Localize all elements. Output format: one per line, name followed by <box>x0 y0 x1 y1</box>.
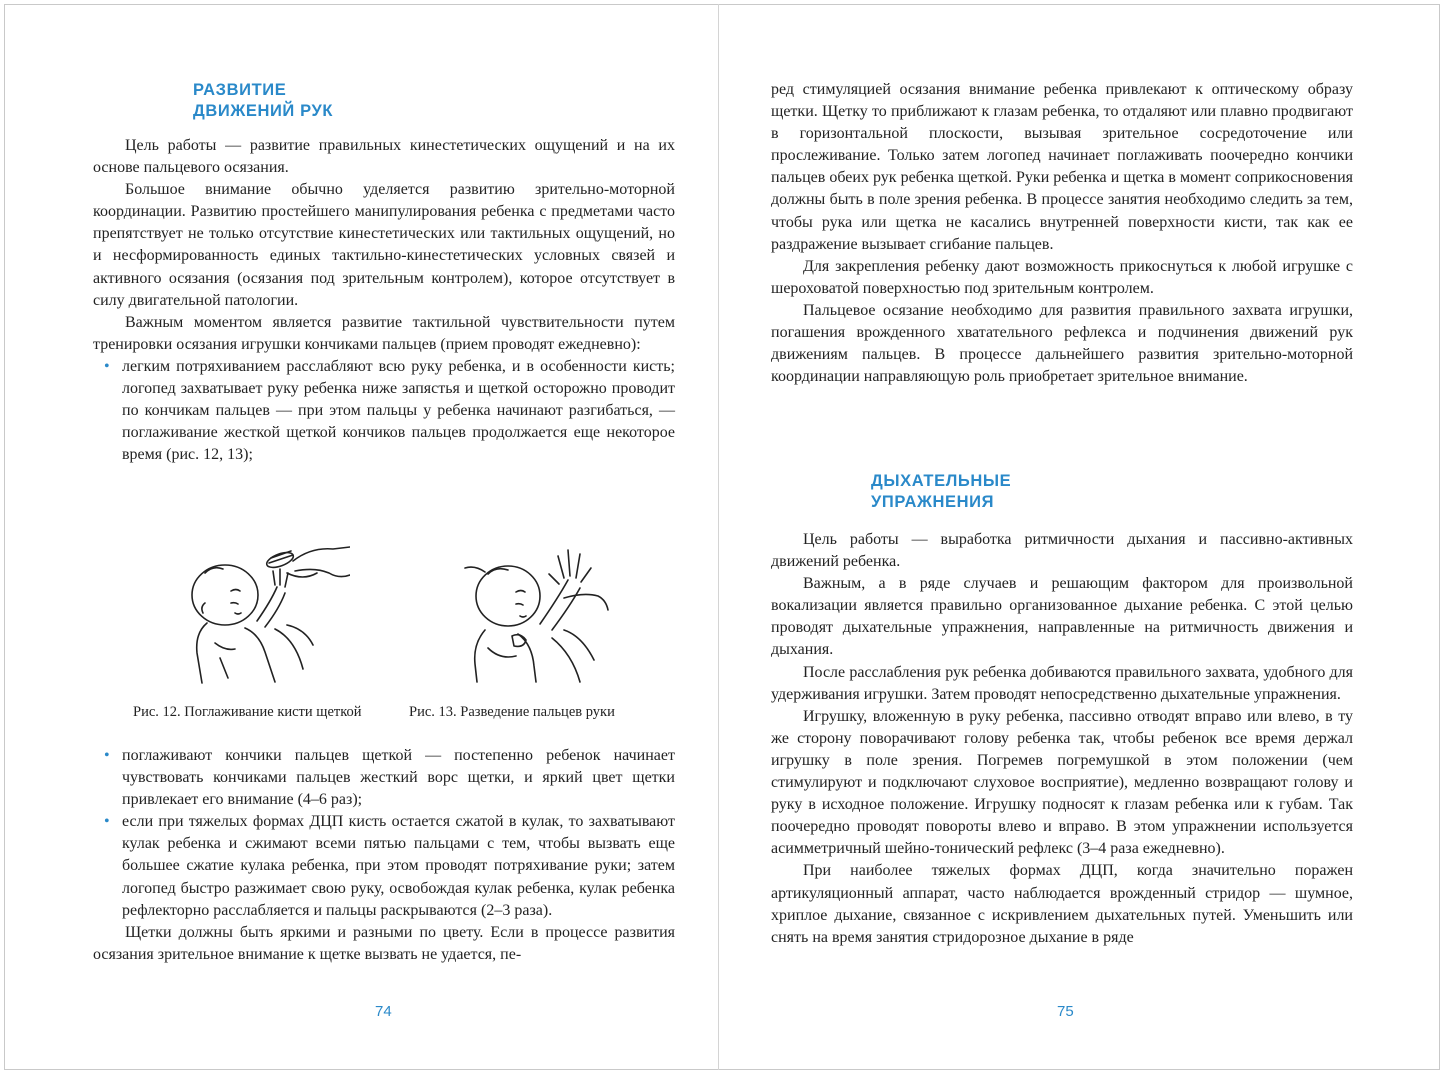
paragraph: Для закрепления ребенку дают возможность прикоснуться к любой игрушке с шероховатой поверхностью под зрительным контролем. <box>771 257 1353 297</box>
right-page <box>725 5 1441 1071</box>
paragraph-continuation: ред стимуляцией осязания внимание ребенка привлекают к оптическому образу щетки. Щетку то приближают к глазам ребенка, то отдаляют или плавно продвигают в горизонтальной плоскости, вызывая зрительное сосредоточение или прослеживание. Только затем логопед начинает поглаживать поочередно кончики пальцев обеих рук ребенка щеткой. Руки ребенка и щетка в момент соприкосновения должны быть в поле зрения ребенка. В процессе занятия необходимо следить за тем, чтобы рука или щетка не касались внутренней поверхности кисти, так как ее раздражение вызывает сгибание пальцев. <box>771 81 1353 253</box>
heading-line: ДЫХАТЕЛЬНЫЕ <box>871 472 1012 490</box>
right-text-bottom <box>771 529 1353 949</box>
paragraph: Цель работы — выработка ритмичности дыхания и пассивно-активных движений ребенка. <box>771 531 1353 571</box>
bullet-list <box>93 745 675 922</box>
right-text-top <box>771 79 1353 388</box>
paragraph: При наиболее тяжелых формах ДЦП, когда значительно поражен артикуляционный аппарат, часто наблюдается врожденный стридор — шумное, хриплое дыхание, связанное с искривлением дыхательных путей. Уменьшить или снять на время занятия стридорозное дыхание в ряде <box>771 862 1353 946</box>
heading-line: РАЗВИТИЕ <box>193 81 287 99</box>
bullet-list <box>93 356 675 466</box>
paragraph: Пальцевое осязание необходимо для развития правильного захвата игрушки, погашения врожденного хватательного рефлекса и подчинения движений рук движениям пальцев. В процессе дальнейшего развития зрительно-моторной координации направляющую роль приобретает зрительное внимание. <box>771 301 1353 386</box>
figure-caption-12: Рис. 12. Поглаживание кисти щеткой <box>133 704 362 720</box>
left-text-bottom <box>93 745 675 966</box>
page-number: 75 <box>1057 1003 1074 1020</box>
heading-line: ДВИЖЕНИЙ РУК <box>193 102 333 120</box>
page-gutter <box>718 4 719 1070</box>
book-spread <box>4 4 1440 1070</box>
paragraph: Цель работы — развитие правильных кинестетических ощущений и на их основе пальцевого осязания. <box>93 137 675 177</box>
paragraph: После расслабления рук ребенка добиваются правильного захвата, удобного для удерживания игрушки. Затем проводят непосредственно дыхательные упражнения. <box>771 663 1353 703</box>
bullet-item: • поглаживают кончики пальцев щеткой — постепенно ребенок начинает чувствовать кончиками пальцев жесткий ворс щетки, и яркий цвет щетки привлекает его внимание (4–6 раз); <box>93 745 675 811</box>
paragraph: Большое внимание обычно уделяется развитию зрительно-моторной координации. Развитию простейшего манипулирования ребенка с предметами часто препятствует не только отсутствие кинестетических или тактильных ощущений, но и несформированность единых тактильно-кинестетических условных связей и активного осязания (осязания под зрительным контролем), которое отсутствует в силу двигательной патологии. <box>93 181 675 309</box>
paragraph: Важным, а в ряде случаев и решающим фактором для произвольной вокализации является правильно организованное дыхание ребенка. С этой целью проводят дыхательные упражнения, направленные на ритмичность движения и дыхания. <box>771 575 1353 659</box>
heading-line: УПРАЖНЕНИЯ <box>871 493 995 511</box>
section-heading-breathing <box>871 471 1011 513</box>
baby-fingers-spread-illustration <box>460 538 610 688</box>
bullet-item: • легким потряхиванием расслабляют всю руку ребенка, и в особенности кисть; логопед захватывает руку ребенка ниже запястья и щеткой осторожно проводит по кончикам пальцев — при этом пальцы у ребенка начинают разгибаться, — поглаживание жесткой щеткой кончиков пальцев продолжается еще некоторое время (рис. 12, 13); <box>93 356 675 466</box>
paragraph: Игрушку, вложенную в руку ребенка, пассивно отводят вправо или влево, в ту же сторону поворачивают голову ребенка так, чтобы ребенок все время держал игрушку в поле зрения. Погремев погремушкой в этом положении (чем стимулируют и подключают слуховое восприятие), медленно возвращают голову и руку в исходное положение. Игрушку подносят к глазам ребенка или к губам. Так поочередно проводят повороты влево и вправо. В этом упражнении используется асимметричный шейно-тонический рефлекс (3–4 раза ежедневно). <box>771 707 1353 858</box>
paragraph: Щетки должны быть яркими и разными по цвету. Если в процессе развития осязания зрительное внимание к щетке вызвать не удается, пе- <box>93 923 675 963</box>
figure-caption-13: Рис. 13. Разведение пальцев руки <box>409 704 615 720</box>
bullet-item: • если при тяжелых формах ДЦП кисть остается сжатой в кулак, то захватывают кулак ребенка и сжимают всеми пятью пальцами с тем, чтобы вызвать еще большее сжатие кулака ребенка, при этом проводят потряхивание руки; затем логопед быстро разжимает свою руку, освобождая кулак ребенка, кулак ребенка рефлекторно расслабляется и пальцы раскрываются (2–3 раза). <box>93 811 675 921</box>
left-text-top <box>93 135 675 466</box>
section-heading-hand-movements <box>193 80 333 122</box>
left-page <box>5 5 723 1071</box>
baby-hand-brush-illustration <box>175 533 350 688</box>
paragraph: Важным моментом является развитие тактильной чувствительности путем тренировки осязания игрушки кончиками пальцев (прием проводят ежедневно): <box>93 313 675 353</box>
page-number: 74 <box>375 1003 392 1020</box>
